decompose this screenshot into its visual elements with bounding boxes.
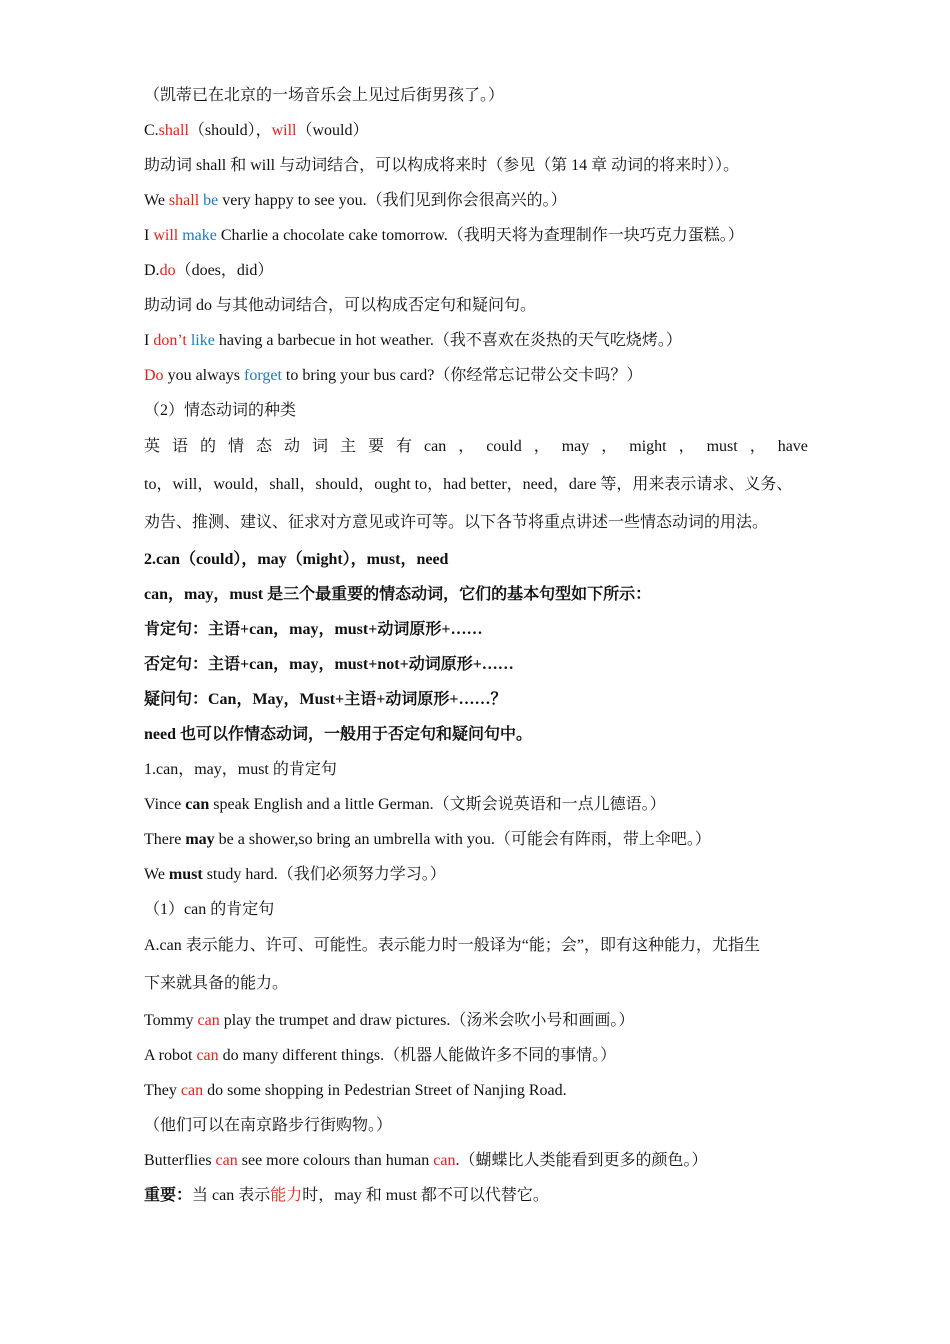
highlight-blue: like bbox=[190, 332, 215, 349]
text: There bbox=[144, 831, 186, 848]
text: They bbox=[144, 1082, 181, 1099]
bold-text: can，may，must 是三个最重要的情态动词，它们的基本句型如下所示： bbox=[144, 586, 652, 603]
bold-line bbox=[144, 647, 824, 682]
justified-line bbox=[144, 428, 808, 466]
word: 要 bbox=[368, 438, 385, 455]
text: Butterflies bbox=[144, 1152, 216, 1169]
word: 情 bbox=[228, 438, 245, 455]
text: A robot bbox=[144, 1047, 197, 1064]
word: could bbox=[486, 438, 522, 455]
highlight-blue: be bbox=[203, 192, 219, 209]
bold-text: 肯定句：主语+can，may，must+动词原形+…… bbox=[144, 621, 483, 638]
text-line: （凯蒂已在北京的一场音乐会上见过后街男孩了。） bbox=[144, 87, 505, 104]
bold-line bbox=[144, 577, 824, 612]
text-line: A.can 表示能力、许可、可能性。表示能力时一般译为“能；会”，即有这种能力，尤指生 bbox=[144, 937, 760, 954]
example-sentence bbox=[144, 218, 824, 253]
text-line: 助动词 do 与其他动词结合，可以构成否定句和疑问句。 bbox=[144, 297, 537, 314]
highlight-red: can bbox=[433, 1152, 456, 1169]
text: see more colours than human bbox=[237, 1152, 434, 1169]
example-sentence bbox=[144, 323, 824, 358]
highlight-red: can bbox=[197, 1012, 220, 1029]
bold-heading bbox=[144, 542, 824, 577]
note-label: 重要： bbox=[144, 1187, 193, 1204]
word: ， bbox=[533, 438, 550, 455]
highlight-blue: make bbox=[182, 227, 217, 244]
text: be a shower,so bring an umbrella with you.（可能会有阵雨，带上伞吧。） bbox=[214, 831, 711, 848]
text: play the trumpet and draw pictures.（汤米会吹小号和画画。） bbox=[219, 1012, 635, 1029]
example-sentence bbox=[144, 787, 824, 822]
highlight-red: will bbox=[153, 227, 179, 244]
bold-text: 2.can（could），may（might），must，need bbox=[144, 551, 449, 568]
example-sentence bbox=[144, 358, 824, 393]
bold-text: 否定句：主语+can，may，must+not+动词原形+…… bbox=[144, 656, 514, 673]
bold-line bbox=[144, 682, 824, 717]
word: have bbox=[777, 438, 808, 455]
bold-text: may bbox=[185, 831, 215, 848]
text: （would） bbox=[296, 122, 369, 139]
text: I bbox=[144, 227, 154, 244]
word: 英 bbox=[144, 438, 161, 455]
highlight-red: do bbox=[159, 262, 176, 279]
word: may bbox=[561, 438, 590, 455]
text: very happy to see you.（我们见到你会很高兴的。） bbox=[218, 192, 567, 209]
text-line: 下来就具备的能力。 bbox=[144, 975, 289, 992]
text: Tommy bbox=[144, 1012, 198, 1029]
text-line: 助动词 shall 和 will 与动词结合，可以构成将来时（参见（第 14 章 动词的将来时））。 bbox=[144, 157, 740, 174]
bold-text: 疑问句：Can，May，Must+主语+动词原形+……？ bbox=[144, 691, 507, 708]
text-line: 1.can，may，must 的肯定句 bbox=[144, 761, 337, 778]
section-heading: （2）情态动词的种类 bbox=[144, 402, 297, 419]
section-heading: （1）can 的肯定句 bbox=[144, 901, 275, 918]
highlight-red: shall bbox=[168, 192, 200, 209]
text: Charlie a chocolate cake tomorrow.（我明天将为查理制作一块巧克力蛋糕。） bbox=[216, 227, 744, 244]
example-sentence bbox=[144, 1038, 824, 1073]
word: ， bbox=[601, 438, 618, 455]
text: speak English and a little German.（文斯会说英语和一点儿德语。） bbox=[209, 796, 666, 813]
text: We bbox=[144, 192, 169, 209]
text: C. bbox=[144, 122, 159, 139]
word: ， bbox=[749, 438, 766, 455]
text: do many different things.（机器人能做许多不同的事情。） bbox=[218, 1047, 617, 1064]
word: 有 bbox=[396, 438, 413, 455]
text: having a barbecue in hot weather.（我不喜欢在炎热的天气吃烧烤。） bbox=[214, 332, 682, 349]
bold-text: can bbox=[185, 796, 210, 813]
highlight-red: don’t bbox=[153, 332, 187, 349]
text: We bbox=[144, 866, 169, 883]
text: to bring your bus card?（你经常忘记带公交卡吗？） bbox=[281, 367, 643, 384]
example-sentence bbox=[144, 183, 824, 218]
text: （does，did） bbox=[175, 262, 274, 279]
translation-line: （他们可以在南京路步行街购物。） bbox=[144, 1117, 393, 1134]
highlight-red: will bbox=[271, 122, 297, 139]
example-sentence bbox=[144, 1003, 824, 1038]
heading-shall-will bbox=[144, 113, 824, 148]
text: study hard.（我们必须努力学习。） bbox=[202, 866, 446, 883]
example-sentence bbox=[144, 857, 824, 892]
word: can bbox=[424, 438, 447, 455]
text: do some shopping in Pedestrian Street of Nanjing Road. bbox=[203, 1082, 567, 1099]
word: 的 bbox=[200, 438, 217, 455]
word: 主 bbox=[340, 438, 357, 455]
text-line: 劝告、推测、建议、征求对方意见或许可等。以下各节将重点讲述一些情态动词的用法。 bbox=[144, 514, 769, 531]
word: ， bbox=[678, 438, 695, 455]
word: must bbox=[706, 438, 738, 455]
word: 语 bbox=[172, 438, 189, 455]
text: 时，may 和 must 都不可以代替它。 bbox=[302, 1187, 549, 1204]
highlight-red: Do bbox=[144, 367, 164, 384]
bold-line bbox=[144, 717, 824, 752]
text: 当 can 表示 bbox=[192, 1187, 271, 1204]
word: might bbox=[629, 438, 667, 455]
example-sentence bbox=[144, 1143, 824, 1178]
word: ， bbox=[458, 438, 475, 455]
highlight-red: can bbox=[180, 1082, 204, 1099]
word: 词 bbox=[312, 438, 329, 455]
text: .（蝴蝶比人类能看到更多的颜色。） bbox=[455, 1152, 708, 1169]
highlight-red: 能力 bbox=[270, 1187, 303, 1204]
bold-text: must bbox=[168, 866, 203, 883]
bold-line bbox=[144, 612, 824, 647]
text: I bbox=[144, 332, 154, 349]
example-sentence bbox=[144, 1073, 824, 1108]
highlight-red: can bbox=[215, 1152, 238, 1169]
important-note bbox=[144, 1178, 824, 1213]
highlight-red: shall bbox=[158, 122, 189, 139]
text-line: to，will，would，shall，should，ought to，had better，need，dare 等，用来表示请求、义务、 bbox=[144, 476, 793, 493]
document-body bbox=[144, 78, 824, 1213]
text: D. bbox=[144, 262, 160, 279]
heading-do bbox=[144, 253, 824, 288]
word: 态 bbox=[256, 438, 273, 455]
word: 动 bbox=[284, 438, 301, 455]
example-sentence bbox=[144, 822, 824, 857]
highlight-red: can bbox=[196, 1047, 219, 1064]
text: you always bbox=[163, 367, 244, 384]
text: （should）， bbox=[188, 122, 272, 139]
text: Vince bbox=[144, 796, 186, 813]
highlight-blue: forget bbox=[244, 367, 282, 384]
bold-text: need 也可以作情态动词，一般用于否定句和疑问句中。 bbox=[144, 726, 533, 743]
